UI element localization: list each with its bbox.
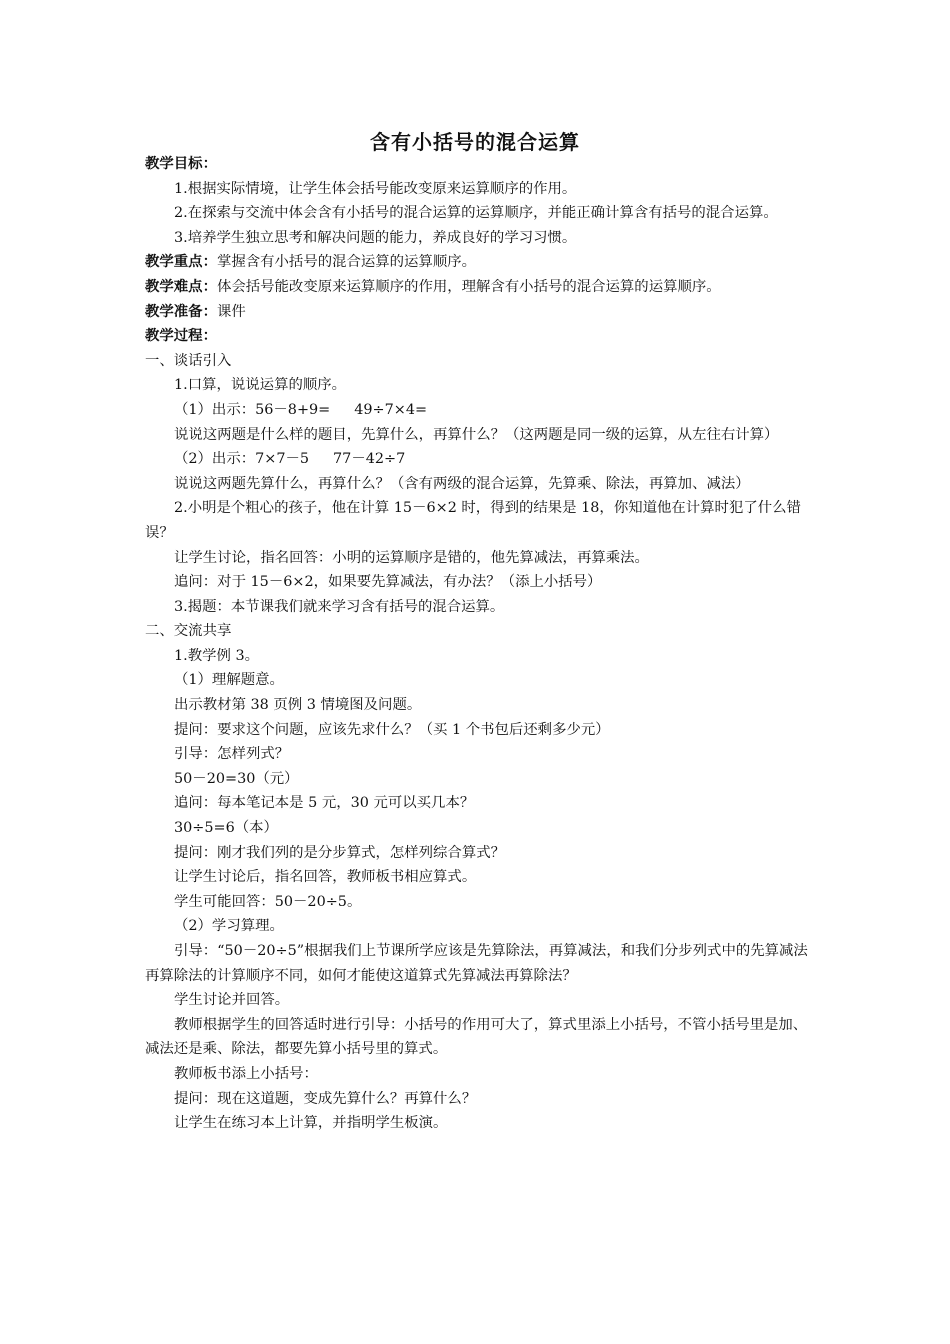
preparation-label: 教学准备： bbox=[145, 303, 217, 320]
difficulty-label: 教学难点： bbox=[145, 278, 217, 295]
s2-line-7: 30÷5=6（本） bbox=[174, 820, 278, 837]
document-body bbox=[145, 152, 813, 1136]
s1-expr-row-2 bbox=[145, 447, 813, 472]
s1-line-0: 1.口算，说说运算的顺序。 bbox=[174, 377, 347, 394]
s1-line-3: 说说这两题是什么样的题目，先算什么，再算什么？（这两题是同一级的运算，从左往右计算） bbox=[174, 426, 779, 443]
s1-line-4: （2）出示：7×7－5 bbox=[174, 451, 310, 468]
s2-line-2: 出示教材第 38 页例 3 情境图及问题。 bbox=[174, 697, 422, 714]
objective-3: 3.培养学生独立思考和解决问题的能力，养成良好的学习习惯。 bbox=[174, 229, 577, 246]
s1-expr-row-1 bbox=[145, 398, 813, 423]
s2-line-17: 让学生在练习本上计算，并指明学生板演。 bbox=[174, 1115, 448, 1132]
s2-line-13: 学生讨论并回答。 bbox=[174, 992, 290, 1009]
key-point-text: 掌握含有小括号的混合运算的运算顺序。 bbox=[216, 254, 477, 271]
s1-line-8: 让学生讨论，指名回答：小明的运算顺序是错的，他先算减法，再算乘法。 bbox=[174, 549, 649, 566]
preparation-text: 课件 bbox=[216, 303, 246, 320]
s2-line-1: （1）理解题意。 bbox=[174, 672, 284, 689]
s2-line-9: 让学生讨论后，指名回答，教师板书相应算式。 bbox=[174, 869, 477, 886]
s1-line-5: 77－42÷7 bbox=[333, 451, 406, 468]
section1-heading: 一、谈话引入 bbox=[145, 352, 232, 369]
s2-line-10: 学生可能回答：50－20÷5。 bbox=[174, 893, 362, 910]
s1-line-6: 说说这两题先算什么，再算什么？（含有两级的混合运算，先算乘、除法，再算加、减法） bbox=[174, 475, 750, 492]
s2-line-14: 教师根据学生的回答适时进行引导：小括号的作用可大了，算式里添上小括号，不管小括号里是加、减法还是乘、除法，都要先算小括号里的算式。 bbox=[145, 1016, 808, 1058]
difficulty bbox=[145, 275, 813, 300]
s2-line-6: 追问：每本笔记本是 5 元，30 元可以买几本？ bbox=[174, 795, 475, 812]
preparation bbox=[145, 300, 813, 325]
document-title: 含有小括号的混合运算 bbox=[370, 130, 580, 154]
s2-line-12: 引导：“50－20÷5”根据我们上节课所学应该是先算除法，再算减法，和我们分步列式中的先算减法再算除法的计算顺序不同，如何才能使这道算式先算减法再算除法？ bbox=[145, 943, 808, 984]
key-point-label: 教学重点： bbox=[145, 254, 217, 271]
difficulty-text: 体会括号能改变原来运算顺序的作用，理解含有小括号的混合运算的运算顺序。 bbox=[216, 278, 721, 295]
objective-2: 2.在探索与交流中体会含有小括号的混合运算的运算顺序，并能正确计算含有括号的混合运算。 bbox=[174, 205, 778, 222]
objective-1: 1.根据实际情境，让学生体会括号能改变原来运算顺序的作用。 bbox=[174, 180, 577, 197]
s2-line-4: 引导：怎样列式？ bbox=[174, 746, 290, 763]
s2-line-5: 50－20=30（元） bbox=[174, 770, 299, 787]
s1-line-7: 2.小明是个粗心的孩子，他在计算 15－6×2 时，得到的结果是 18，你知道他在计算时犯了什么错误？ bbox=[145, 500, 801, 541]
s1-line-2: 49÷7×4= bbox=[354, 401, 428, 418]
s2-line-0: 1.教学例 3。 bbox=[174, 647, 260, 664]
process-label: 教学过程： bbox=[145, 328, 217, 345]
s1-line-10: 3.揭题：本节课我们就来学习含有括号的混合运算。 bbox=[174, 598, 505, 615]
s2-line-3: 提问：要求这个问题，应该先求什么？（买 1 个书包后还剩多少元） bbox=[174, 721, 610, 738]
section2-heading: 二、交流共享 bbox=[145, 623, 232, 640]
s1-line-9: 追问：对于 15－6×2，如果要先算减法，有办法？（添上小括号） bbox=[174, 574, 602, 591]
s2-line-11: （2）学习算理。 bbox=[174, 918, 284, 935]
s2-line-15: 教师板书添上小括号： bbox=[174, 1065, 318, 1082]
s2-line-8: 提问：刚才我们列的是分步算式，怎样列综合算式？ bbox=[174, 844, 505, 861]
key-point bbox=[145, 250, 813, 275]
s1-line-1: （1）出示：56－8+9= bbox=[174, 401, 331, 418]
objectives-label: 教学目标： bbox=[145, 156, 217, 172]
s2-line-16: 提问：现在这道题，变成先算什么？再算什么？ bbox=[174, 1090, 477, 1107]
